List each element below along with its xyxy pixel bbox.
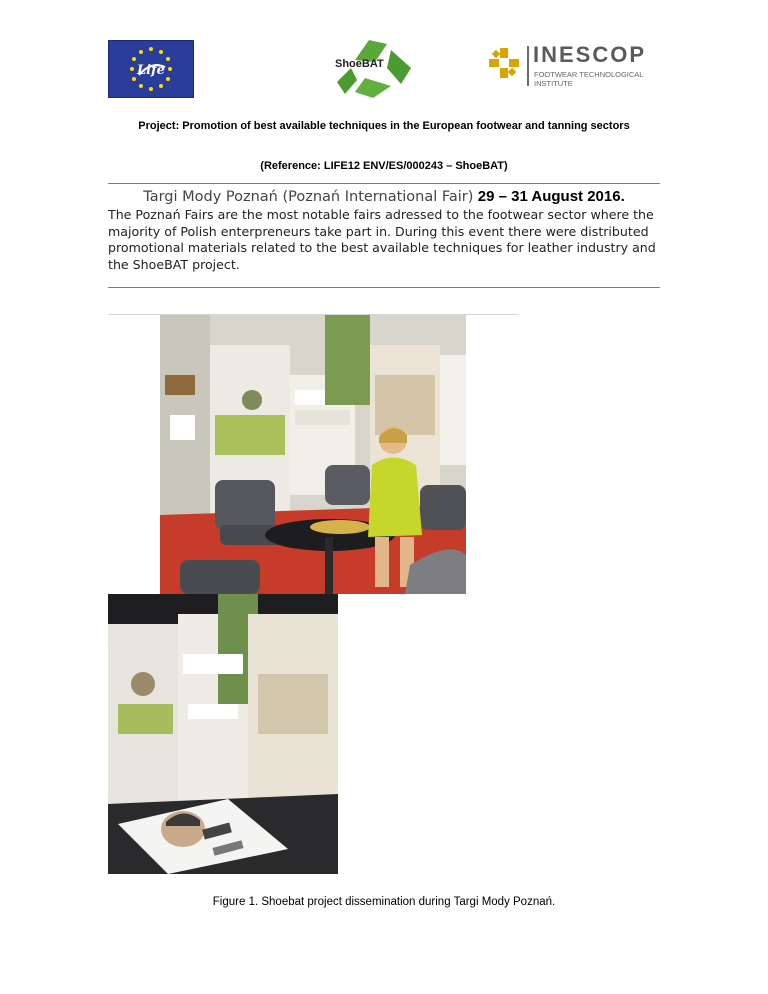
life-text: Life bbox=[137, 63, 165, 78]
exhibition-stand-brochure-photo-icon bbox=[108, 594, 338, 874]
exhibition-stand-brochure-photo bbox=[108, 594, 338, 874]
inescop-subtitle-line2: INSTITUTE bbox=[534, 79, 573, 88]
event-heading bbox=[108, 188, 660, 206]
body-divider bbox=[108, 287, 660, 288]
inescop-star-icon bbox=[487, 46, 521, 80]
exhibition-stand-photo-icon bbox=[160, 315, 466, 594]
event-name: Targi Mody Poznań (Poznań International Fair) bbox=[143, 189, 474, 205]
shoebat-logo-text: ShoeBAT bbox=[335, 58, 384, 70]
inescop-subtitle bbox=[534, 70, 643, 88]
inescop-name: INESCOP bbox=[533, 42, 647, 67]
shoebat-logo bbox=[325, 38, 423, 100]
event-date: 29 – 31 August 2016. bbox=[477, 188, 625, 205]
event-description: The Poznań Fairs are the most notable fairs adressed to the footwear sector where the majority of Polish enterpreneurs take part in. During this event there were distributed promotional materials related to the best available techniques for leather industry and the ShoeBAT project. bbox=[108, 207, 656, 272]
eu-stars-icon bbox=[109, 41, 193, 97]
project-title: Project: Promotion of best available techniques in the European footwear and tanning sectors bbox=[138, 120, 630, 132]
figure-caption: Figure 1. Shoebat project dissemination during Targi Mody Poznań. bbox=[212, 896, 556, 908]
inescop-separator bbox=[527, 46, 529, 86]
eu-life-logo bbox=[108, 40, 194, 98]
inescop-logo bbox=[487, 42, 667, 92]
inescop-subtitle-line1: FOOTWEAR TECHNOLOGICAL bbox=[534, 70, 644, 79]
header-divider bbox=[108, 183, 660, 184]
project-reference: (Reference: LIFE12 ENV/ES/000243 – ShoeBAT) bbox=[260, 160, 508, 172]
exhibition-stand-photo bbox=[160, 315, 466, 594]
